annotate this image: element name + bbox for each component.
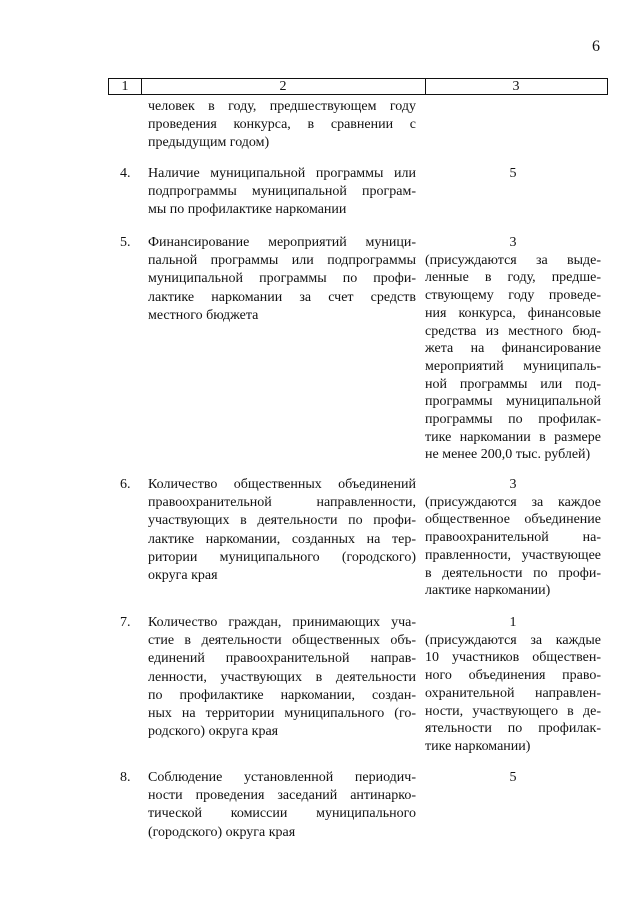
table-header-row [108,78,608,95]
row-number: 4. [120,166,131,181]
desc-line: единений правоохранительной направ- [148,651,416,667]
desc-line: Финансирование мероприятий муници- [148,235,416,250]
note-line: программы муниципальной [425,394,601,410]
note-line: ствующему году проведе- [425,288,601,304]
note-line: правленности, участвующее [425,547,601,563]
note-line: лактике наркомании) [425,583,551,599]
desc-line: по профилактике наркомании, создан- [148,687,416,703]
note-line: жета на финансирование [425,341,601,357]
note-line: (присуждаются за выде- [425,252,601,268]
desc-line: мы по профилактике наркомании [148,202,347,218]
score-value: 5 [509,770,517,785]
note-line: не менее 200,0 тыс. рублей) [425,447,591,463]
score-value: 1 [509,615,517,630]
row-number: 8. [120,770,131,785]
desc-line: округа края [148,568,218,584]
note-line: общественное объединение [425,512,601,528]
note-line: (присуждаются за каждое [425,494,601,510]
desc-line: пальной программы или подпрограммы [148,253,416,269]
note-line: правоохранительной на- [425,530,601,546]
note-line: 10 участников обществен- [425,650,601,666]
note-line: программы по профилак- [425,412,601,428]
desc-line: Соблюдение установленной периодич- [148,770,416,785]
note-line: мероприятий муниципаль- [425,358,601,374]
desc-line: человек в году, предшествующем году [148,99,416,114]
row-description [148,98,416,153]
desc-line: проведения конкурса, в сравнении с [148,117,416,133]
table-header-col-2: 2 [141,79,426,94]
score-note [425,252,601,464]
score-value: 5 [509,166,517,181]
row-score [425,234,601,464]
note-line: ленные в году, предше- [425,270,601,286]
note-line: тике наркомании в размере [425,429,601,445]
desc-line: правоохранительной направленности, [148,495,416,511]
desc-line: подпрограммы муниципальной програм- [148,184,416,200]
row-number: 7. [120,615,131,630]
note-line: в деятельности по профи- [425,565,601,581]
row-description [148,769,416,842]
desc-line: лактике наркомании за счет средств [148,289,416,305]
row-score [425,769,601,787]
score-note [425,632,601,756]
note-line: ния конкурса, финансовые [425,305,601,321]
desc-line: ности проведения заседаний антинарко- [148,788,416,804]
note-line: ной программы или под- [425,376,601,392]
note-line: (присуждаются за каждые [425,632,601,648]
note-line: ятельности по профилак- [425,721,601,737]
note-line: ного объединения право- [425,668,601,684]
desc-line: стие в деятельности общественных объ- [148,633,416,649]
desc-line: ных на территории муниципального (го- [148,706,416,722]
desc-line: участвующих в деятельности по профи- [148,513,416,529]
row-number: 5. [120,235,131,250]
score-value: 3 [509,477,517,492]
score-value: 3 [509,235,517,250]
desc-line: Количество общественных объединений [148,477,416,492]
desc-line: ритории муниципального (городского) [148,549,416,565]
table-header-col-1: 1 [109,79,142,94]
row-number: 6. [120,477,131,492]
row-description [148,165,416,220]
desc-line: предыдущим годом) [148,135,270,151]
desc-line: Количество граждан, принимающих уча- [148,615,416,630]
table-header-col-3: 3 [512,79,520,94]
note-line: охранительной направлен- [425,685,601,701]
desc-line: лактике наркомании, созданных на тер- [148,531,416,547]
row-score [425,476,601,600]
score-note [425,494,601,600]
desc-line: родского) округа края [148,724,279,740]
note-line: тике наркомании) [425,738,531,754]
row-description [148,476,416,585]
row-description [148,234,416,325]
desc-line: Наличие муниципальной программы или [148,166,416,181]
page-number: 6 [592,38,600,55]
desc-line: (городского) округа края [148,824,296,840]
note-line: ности, участвующего в де- [425,703,601,719]
row-description [148,614,416,741]
note-line: средства из местного бюд- [425,323,601,339]
desc-line: тической комиссии муниципального [148,806,416,822]
row-score [425,614,601,756]
desc-line: местного бюджета [148,307,259,323]
desc-line: ленности, участвующих в деятельности [148,669,416,685]
desc-line: муниципальной программы по профи- [148,271,416,287]
row-score [425,165,601,183]
